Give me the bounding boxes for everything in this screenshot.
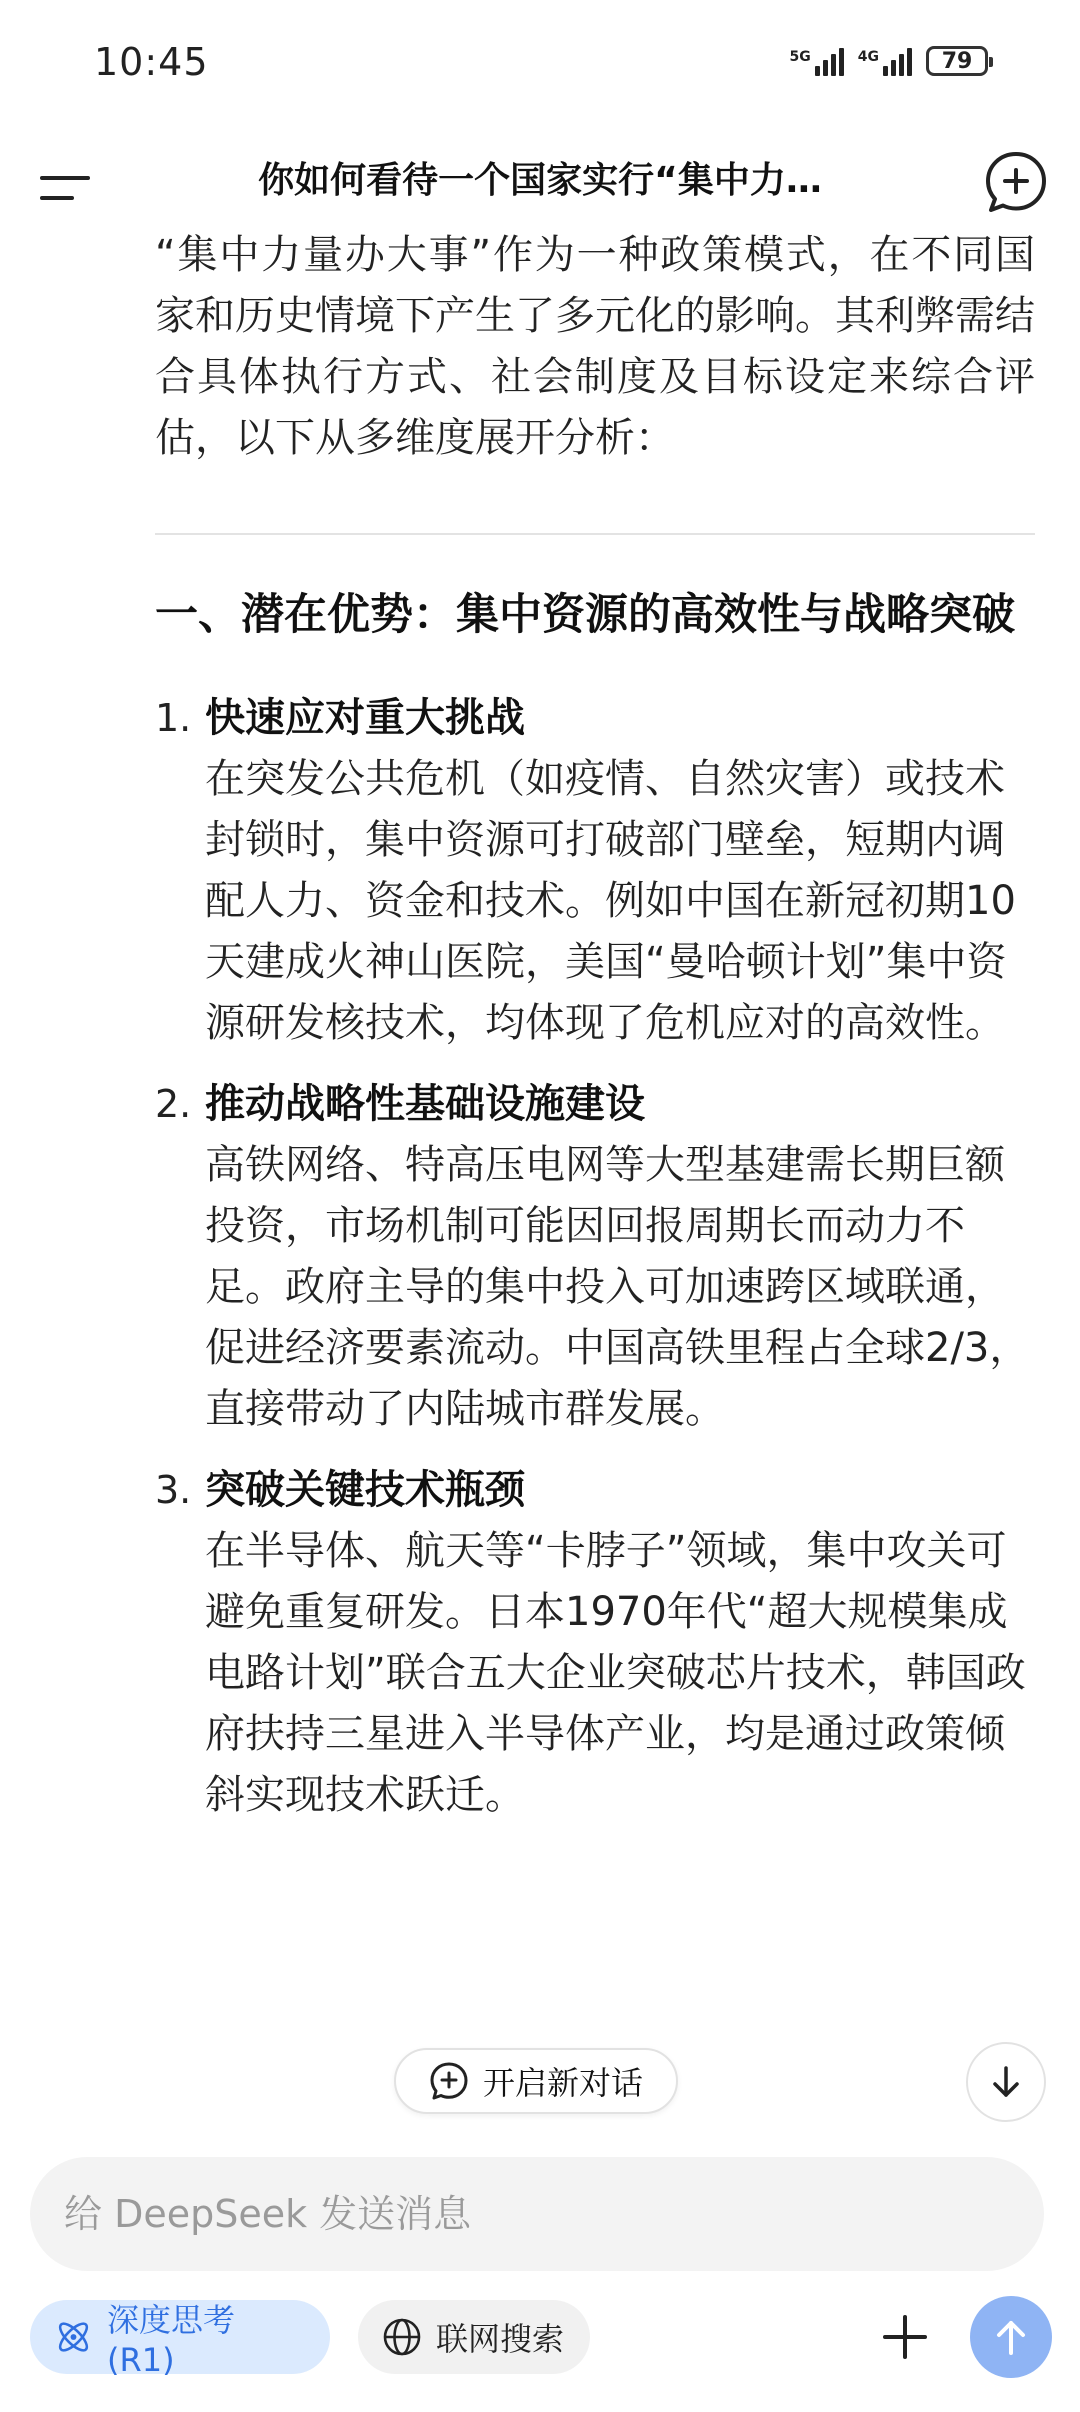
add-attachment-button[interactable] bbox=[872, 2304, 938, 2370]
scroll-to-bottom-button[interactable] bbox=[966, 2042, 1046, 2122]
signal-5g bbox=[790, 46, 844, 76]
web-search-label: 联网搜索 bbox=[436, 2320, 565, 2358]
send-button[interactable] bbox=[970, 2296, 1052, 2378]
composer-toolbar bbox=[30, 2300, 1050, 2379]
list-item-title: 推动战略性基础设施建设 bbox=[205, 1081, 645, 1127]
message-input[interactable] bbox=[62, 2191, 1044, 2237]
message-content bbox=[155, 225, 1035, 1846]
divider bbox=[155, 533, 1035, 535]
globe-icon bbox=[380, 2315, 424, 2359]
conversation-title: 你如何看待一个国家实行“集中力… bbox=[258, 160, 822, 201]
list-item bbox=[155, 1074, 1035, 1440]
arrow-up-icon bbox=[989, 2315, 1033, 2359]
network-label-4g: 4G bbox=[857, 49, 879, 65]
intro-paragraph: “集中力量办大事”作为一种政策模式，在不同国家和历史情境下产生了多元化的影响。其利弊需结合具体执行方式、社会制度及目标设定来综合评估，以下从多维度展开分析： bbox=[155, 232, 1035, 461]
message-input-container[interactable] bbox=[30, 2157, 1044, 2271]
list-item-number: 2. bbox=[155, 1082, 192, 1126]
list-item-title: 突破关键技术瓶颈 bbox=[205, 1467, 525, 1513]
new-chat-icon bbox=[429, 2061, 469, 2101]
battery-icon bbox=[926, 46, 988, 76]
list-item-body: 高铁网络、特高压电网等大型基建需长期巨额投资，市场机制可能因回报周期长而动力不足。政府主导的集中投入可加速跨区域联通，促进经济要素流动。中国高铁里程占全球2/3，直接带动了内陆城市群发展。 bbox=[205, 1142, 1030, 1432]
menu-icon[interactable] bbox=[38, 158, 98, 218]
plus-icon bbox=[880, 2312, 930, 2362]
list-item-number: 1. bbox=[155, 696, 192, 740]
signal-4g bbox=[858, 46, 912, 76]
start-new-chat-button[interactable] bbox=[394, 2048, 678, 2114]
atom-icon bbox=[52, 2315, 95, 2359]
list-item-body: 在半导体、航天等“卡脖子”领域，集中攻关可避免重复研发。日本1970年代“超大规模集成电路计划”联合五大企业突破芯片技术，韩国政府扶持三星进入半导体产业，均是通过政策倾斜实现技术跃迁。 bbox=[205, 1528, 1026, 1818]
list-item-number: 3. bbox=[155, 1468, 192, 1512]
signal-bars-icon bbox=[883, 46, 912, 76]
deep-think-label: 深度思考 (R1) bbox=[106, 2301, 235, 2379]
list-item-body: 在突发公共危机（如疫情、自然灾害）或技术封锁时，集中资源可打破部门壁垒，短期内调配人力、资金和技术。例如中国在新冠初期10天建成火神山医院，美国“曼哈顿计划”集中资源研发核技术，均体现了危机应对的高效性。 bbox=[205, 756, 1016, 1046]
numbered-list bbox=[155, 688, 1035, 1826]
arrow-down-icon bbox=[986, 2062, 1026, 2102]
web-search-toggle[interactable] bbox=[358, 2300, 590, 2374]
signal-bars-icon bbox=[815, 46, 844, 76]
list-item bbox=[155, 1460, 1035, 1826]
status-icons bbox=[790, 46, 988, 76]
list-item bbox=[155, 688, 1035, 1054]
start-new-chat-label: 开启新对话 bbox=[482, 2064, 643, 2102]
status-time: 10:45 bbox=[94, 40, 209, 84]
list-item-title: 快速应对重大挑战 bbox=[205, 695, 525, 741]
new-chat-icon[interactable] bbox=[982, 148, 1050, 216]
deep-think-toggle[interactable] bbox=[30, 2300, 330, 2379]
battery-level: 79 bbox=[941, 48, 973, 74]
network-label-5g: 5G bbox=[789, 49, 811, 65]
status-bar bbox=[0, 0, 1080, 130]
section-heading: 一、潜在优势：集中资源的高效性与战略突破 bbox=[155, 590, 1015, 640]
